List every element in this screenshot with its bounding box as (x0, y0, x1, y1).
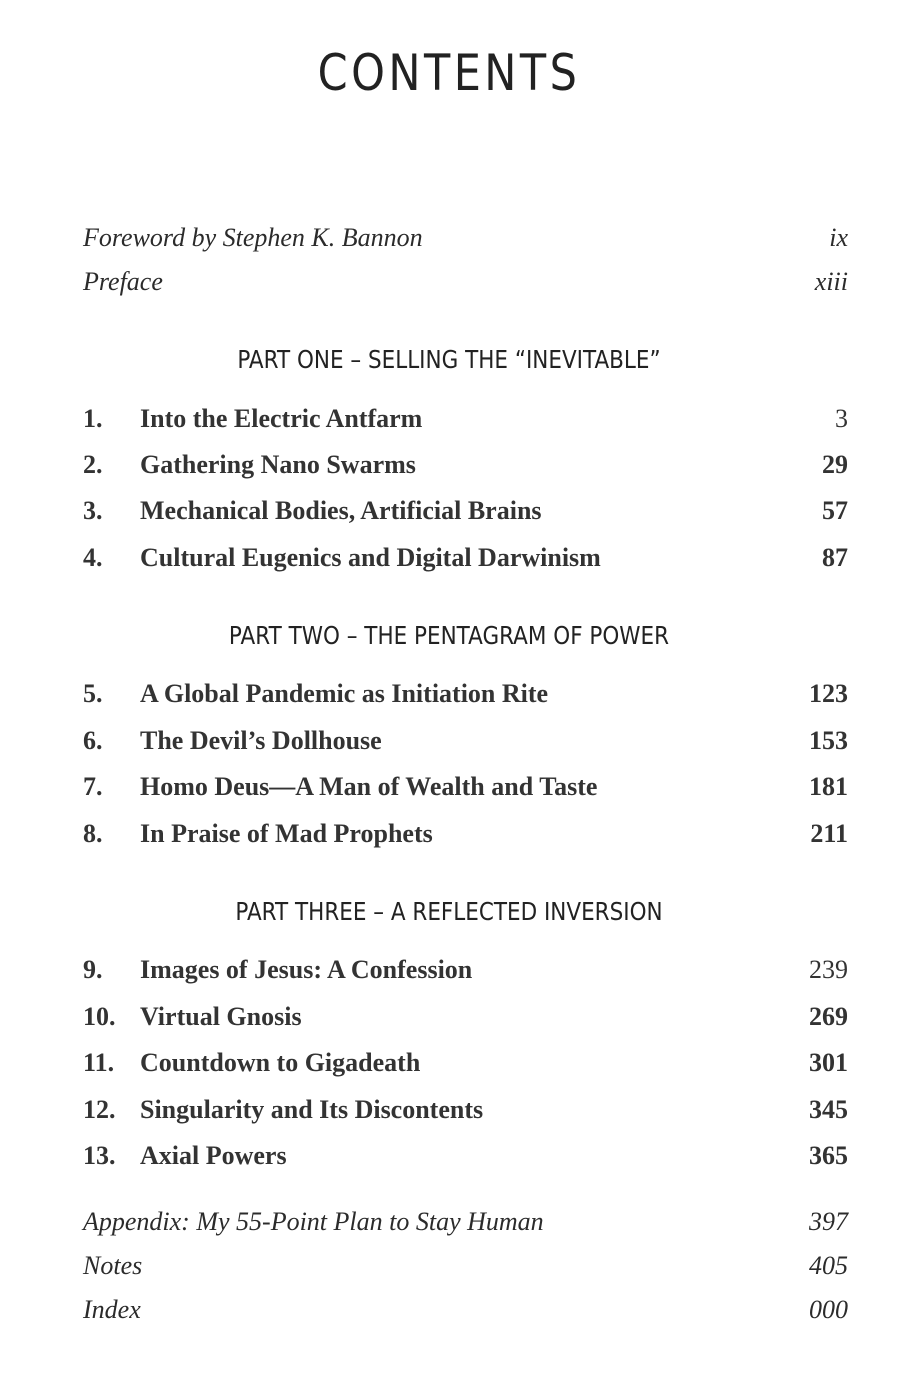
chapter-page: 3 (835, 404, 848, 433)
toc-entry-chapter-9[interactable] (83, 950, 848, 990)
toc-entry-foreword[interactable] (83, 218, 848, 258)
chapter-page: 239 (809, 955, 848, 984)
chapter-number: 4. (83, 543, 103, 572)
entry-page: xiii (814, 267, 848, 296)
chapter-title: Into the Electric Antfarm (140, 404, 423, 433)
chapter-page: 345 (809, 1095, 848, 1124)
entry-page: 000 (809, 1295, 848, 1324)
toc-entry-chapter-11[interactable] (83, 1043, 848, 1083)
entry-page: 405 (809, 1251, 848, 1280)
toc-entry-notes[interactable] (83, 1246, 848, 1286)
part-heading-two: PART TWO – THE PENTAGRAM OF POWER (228, 621, 670, 650)
chapter-number: 8. (83, 819, 103, 848)
chapter-title: Homo Deus—A Man of Wealth and Taste (140, 772, 598, 801)
part-heading-one: PART ONE – SELLING THE “INEVITABLE” (237, 345, 661, 374)
chapter-page: 211 (810, 819, 848, 848)
toc-entry-preface[interactable] (83, 262, 848, 302)
chapter-number: 9. (83, 955, 103, 984)
chapter-title: In Praise of Mad Prophets (140, 819, 433, 848)
toc-entry-chapter-1[interactable] (83, 399, 848, 439)
toc-entry-chapter-2[interactable] (83, 445, 848, 485)
chapter-number: 1. (83, 404, 103, 433)
chapter-number: 3. (83, 496, 103, 525)
part-heading-three: PART THREE – A REFLECTED INVERSION (235, 897, 663, 926)
chapter-number: 7. (83, 772, 103, 801)
toc-entry-chapter-12[interactable] (83, 1090, 848, 1130)
toc-entry-chapter-8[interactable] (83, 814, 848, 854)
chapter-number: 6. (83, 726, 103, 755)
entry-label: Appendix: My 55-Point Plan to Stay Human (83, 1207, 544, 1236)
toc-entry-chapter-7[interactable] (83, 767, 848, 807)
chapter-title: Countdown to Gigadeath (140, 1048, 421, 1077)
chapter-number: 10. (83, 1002, 116, 1031)
chapter-page: 153 (809, 726, 848, 755)
chapter-page: 301 (809, 1048, 848, 1077)
chapter-page: 181 (809, 772, 848, 801)
toc-entry-chapter-5[interactable] (83, 674, 848, 714)
chapter-page: 57 (822, 496, 848, 525)
entry-label: Preface (83, 267, 163, 296)
chapter-page: 87 (822, 543, 848, 572)
chapter-title: Mechanical Bodies, Artificial Brains (140, 496, 542, 525)
chapter-title: A Global Pandemic as Initiation Rite (140, 679, 549, 708)
toc-entry-appendix[interactable] (83, 1202, 848, 1242)
entry-page: 397 (809, 1207, 848, 1236)
entry-label: Notes (83, 1251, 143, 1280)
chapter-number: 13. (83, 1141, 116, 1170)
entry-label: Index (83, 1295, 141, 1324)
toc-entry-index[interactable] (83, 1290, 848, 1330)
chapter-number: 11. (83, 1048, 115, 1077)
chapter-title: Axial Powers (140, 1141, 287, 1170)
chapter-title: The Devil’s Dollhouse (140, 726, 382, 755)
chapter-number: 12. (83, 1095, 116, 1124)
chapter-number: 5. (83, 679, 103, 708)
toc-entry-chapter-4[interactable] (83, 538, 848, 578)
chapter-title: Images of Jesus: A Confession (140, 955, 473, 984)
chapter-title: Singularity and Its Discontents (140, 1095, 484, 1124)
chapter-page: 365 (809, 1141, 848, 1170)
toc-entry-chapter-13[interactable] (83, 1136, 848, 1176)
entry-label: Foreword by Stephen K. Bannon (83, 223, 423, 252)
chapter-number: 2. (83, 450, 103, 479)
toc-entry-chapter-10[interactable] (83, 997, 848, 1037)
chapter-page: 269 (809, 1002, 848, 1031)
chapter-page: 123 (809, 679, 848, 708)
chapter-page: 29 (822, 450, 848, 479)
page-title: CONTENTS (317, 44, 581, 102)
chapter-title: Cultural Eugenics and Digital Darwinism (140, 543, 601, 572)
toc-entry-chapter-6[interactable] (83, 721, 848, 761)
entry-page: ix (829, 223, 848, 252)
toc-entry-chapter-3[interactable] (83, 491, 848, 531)
chapter-title: Gathering Nano Swarms (140, 450, 416, 479)
chapter-title: Virtual Gnosis (140, 1002, 302, 1031)
